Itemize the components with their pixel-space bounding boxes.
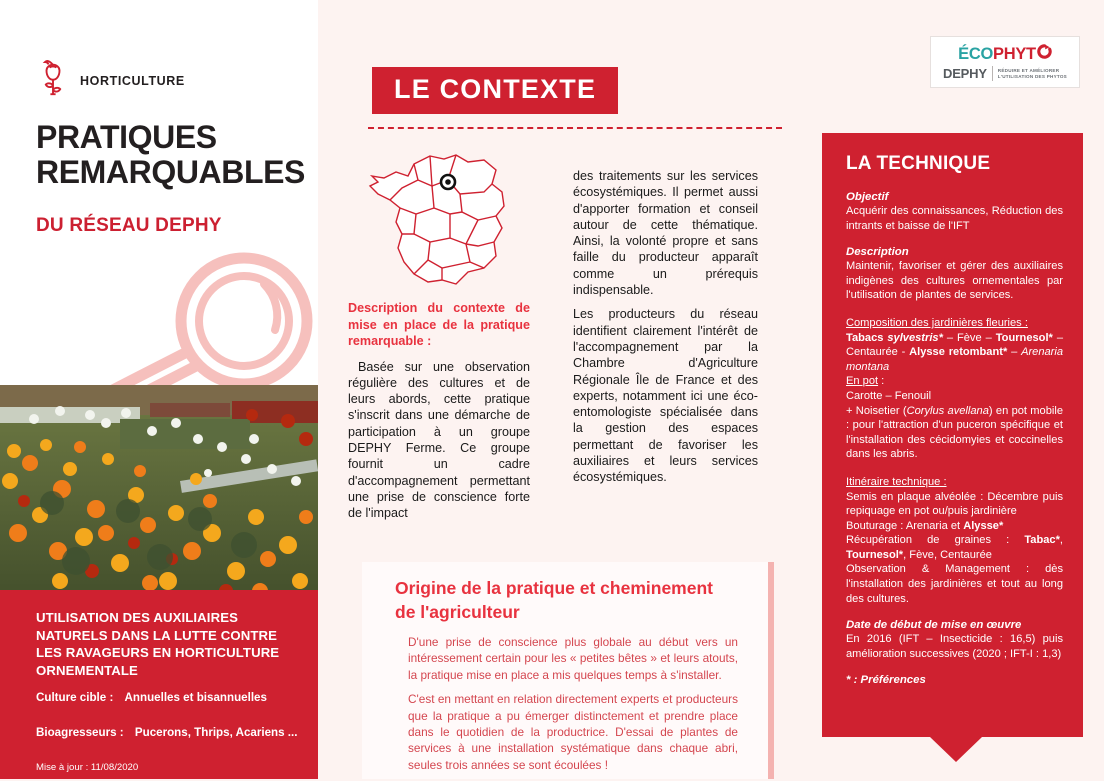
right-column <box>822 0 1104 779</box>
france-map-icon <box>356 150 536 290</box>
origin-box <box>362 562 774 779</box>
noisetier-prefix: + Noisetier ( <box>846 404 907 417</box>
context-right-column <box>573 168 758 494</box>
technique-panel <box>822 133 1083 737</box>
noisetier-line <box>846 404 1063 462</box>
composition-sylvestris: sylvestris* <box>887 331 943 344</box>
date-heading: Date de début de mise en œuvre <box>846 619 1022 632</box>
culture-cible-value: Annuelles et bisannuelles <box>124 691 267 704</box>
origin-title: Origine de la pratique et cheminement de l'agriculteur <box>395 578 713 622</box>
origin-body <box>408 634 738 781</box>
composition-arenaria: Arenaria montana <box>846 346 1063 373</box>
update-date: Mise à jour : 11/08/2020 <box>36 762 139 773</box>
logo-top-row <box>931 44 1079 64</box>
origin-accent-bar <box>768 562 774 779</box>
itineraire-observation: Observation & Management : dès l'installation des jardinières et tout au long des cultures. <box>846 563 1063 605</box>
itineraire-heading: Itinéraire technique : <box>846 475 947 488</box>
title-line-2: REMARQUABLES <box>36 154 305 190</box>
left-footer-panel <box>0 590 318 779</box>
culture-cible-row <box>36 691 267 704</box>
bioagresseurs-label: Bioagresseurs : <box>36 726 124 739</box>
noisetier-latin: Corylus avellana <box>906 404 989 417</box>
enpot-heading: En pot <box>846 375 879 388</box>
itineraire-recuperation <box>846 533 1063 562</box>
composition-tabacs: Tabacs <box>846 331 888 344</box>
ecophyto-dephy-logo <box>930 36 1080 88</box>
composition-dash: – <box>1007 346 1022 359</box>
composition-centauree: – Centaurée - <box>846 331 1063 359</box>
context-heading: Description du contexte de mise en place de la pratique remarquable : <box>348 301 530 348</box>
logo-tagline <box>998 68 1067 80</box>
bioagresseurs-value: Pucerons, Thrips, Acariens ... <box>134 726 298 739</box>
context-paragraph: des traitements sur les services écosystémiques. Il permet aussi d'apporter formation et conseil autour de cette thématique. Ainsi, la volonté propre et sans faille du producteur apparaît comme un prérequis indispensable. <box>573 169 758 298</box>
logo-eco-text: ÉCO <box>958 44 994 63</box>
culture-cible-label: Culture cible : <box>36 691 114 704</box>
recup-tabac: Tabac* <box>1024 534 1060 547</box>
enpot-colon: : <box>878 375 885 388</box>
noisetier-suffix: ) en pot mobile : pour l'attraction d'un puceron spécifique et l'installation des cécidomyies et coccinelles dans les abris. <box>846 404 1063 461</box>
description-heading: Description <box>846 246 909 259</box>
enpot-line: Carotte – Fenouil <box>846 389 932 402</box>
composition-heading: Composition des jardinières fleuries : <box>846 316 1028 329</box>
origin-paragraph: C'est en mettant en relation directement experts et producteurs que la pratique a pu émerger distinctement et prendre place dans le quotidien de la productrice. D'essai de plantes de services à une installation systématique dans chaque abri, seules trois années se sont écoulées ! <box>408 692 738 772</box>
context-banner: LE CONTEXTE <box>372 67 618 114</box>
context-paragraph: Basée sur une observation régulière des cultures et de leurs abords, cette pratique s'inscrit dans une démarche de participation à un groupe DEPHY Ferme. Ce groupe fournit un cadre d'accompagnement permettant une prise de conscience forte de l'impact <box>348 359 530 521</box>
objectif-heading: Objectif <box>846 191 889 203</box>
practice-title: UTILISATION DES AUXILIAIRES NATURELS DANS LA LUTTE CONTRE LES RAVAGEURS EN HORTICULTURE ORNEMENTALE <box>36 610 280 678</box>
recup-sep: , <box>1059 534 1063 547</box>
logo-divider <box>992 66 993 81</box>
page-title <box>36 120 306 190</box>
middle-column <box>318 0 822 779</box>
recup-prefix: Récupération de graines : <box>846 534 1025 547</box>
enpot-heading-row <box>846 374 1063 389</box>
composition-tournesol: Tournesol* <box>995 331 1053 344</box>
rose-icon <box>38 58 68 104</box>
technique-panel-pointer <box>930 737 982 762</box>
footnote: * : Préférences <box>846 674 926 687</box>
page-subtitle: DU RÉSEAU DEPHY <box>36 215 222 236</box>
bouturage-alysse: Alysse* <box>963 519 1004 532</box>
context-paragraph: Les producteurs du réseau identifient clairement l'intérêt de l'accompagnement par la Chambre d'Agriculture Régionale Île de France et des experts, notamment ici une éco-entomologiste spécialisée dans la gestion des espaces permettant de favoriser les auxiliaires et leurs services écosystémiques. <box>573 307 758 485</box>
recup-tournesol: Tournesol* <box>846 548 904 561</box>
logo-dephy-text: DEPHY <box>943 66 987 81</box>
technique-body <box>846 191 1063 687</box>
composition-feve: – Fève – <box>942 331 996 344</box>
bouturage-prefix: Bouturage : Arenaria et <box>846 519 964 532</box>
left-column <box>0 0 318 779</box>
composition-list <box>846 331 1063 375</box>
origin-paragraph: D'une prise de conscience plus globale au début vers un intéressement certain pour les « petites bêtes » et leurs atouts, la pratique mise en place a mis quelques temps à s'installer. <box>408 635 738 682</box>
context-left-column <box>348 300 530 529</box>
bioagresseurs-row <box>36 726 297 739</box>
recup-rest: , Fève, Centaurée <box>903 548 992 561</box>
flower-beds-photo <box>0 385 318 597</box>
circular-arrow-o-icon <box>1037 44 1052 64</box>
brand-label: HORTICULTURE <box>80 74 185 88</box>
objectif-text: Acquérir des connaissances, Réduction des intrants et baisse de l'IFT <box>846 205 1063 232</box>
itineraire-semis: Semis en plaque alvéolée : Décembre puis repiquage en pot ou/puis jardinière <box>846 490 1063 518</box>
logo-bottom-row <box>931 66 1079 81</box>
logo-tagline-line1: RÉDUIRE ET AMÉLIORER <box>997 67 1060 73</box>
title-line-1: PRATIQUES <box>36 119 217 155</box>
dashed-divider <box>368 127 782 129</box>
date-text: En 2016 (IFT – Insecticide : 16,5) puis amélioration successives (2020 ; IFT-I : 1,3) <box>846 633 1063 660</box>
description-text: Maintenir, favoriser et gérer des auxiliaires indigènes des cultures ornementales par l'utilisation de plantes de services. <box>846 260 1063 302</box>
itineraire-bouturage <box>846 519 1063 534</box>
brand-row <box>38 58 185 104</box>
technique-title: LA TECHNIQUE <box>846 153 991 174</box>
logo-phyt-text: PHYT <box>993 44 1036 63</box>
composition-alysse: Alysse retombant* <box>909 346 1008 359</box>
logo-tagline-line2: L'UTILISATION DES PHYTOS <box>997 73 1067 79</box>
